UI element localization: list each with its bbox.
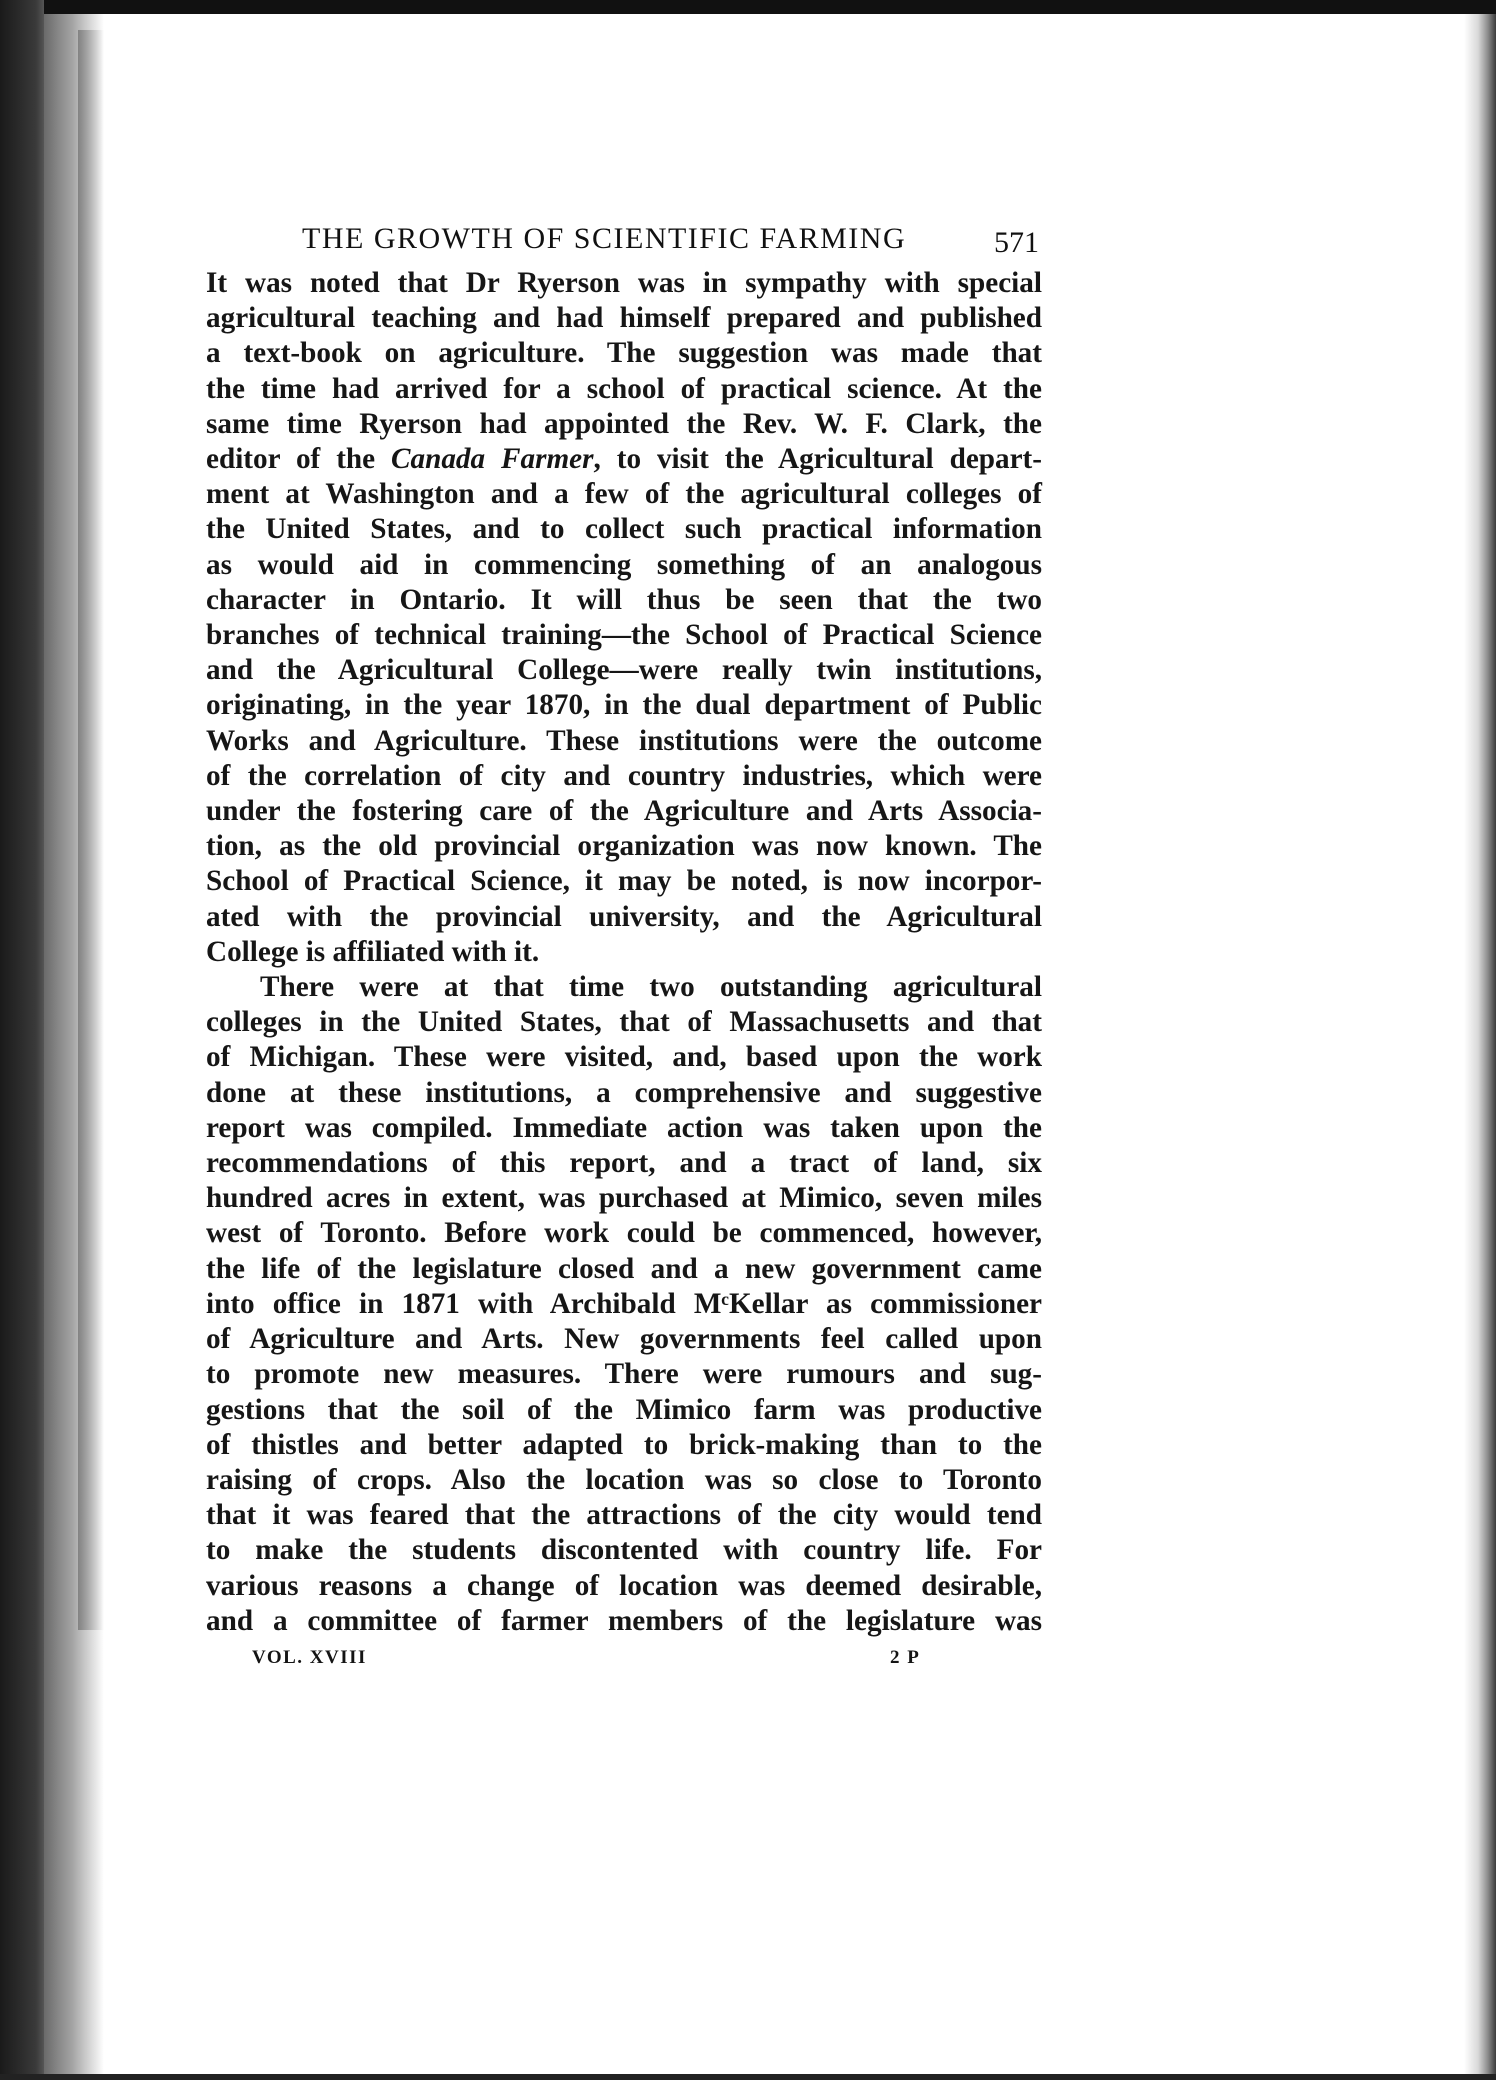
text-line: tion, as the old provincial organization was now known. The	[206, 830, 1042, 863]
text-line: ment at Washington and a few of the agricultural colleges of	[206, 478, 1042, 511]
text-line: done at these institutions, a comprehensive and suggestive	[206, 1076, 1042, 1109]
text-line: School of Practical Science, it may be noted, is now incorpor-	[206, 865, 1042, 898]
book-page	[206, 218, 1042, 1687]
text-line: agricultural teaching and had himself prepared and published	[206, 302, 1042, 335]
book-spine-shadow	[0, 0, 44, 2080]
scan-top-border	[0, 0, 1496, 14]
text-line: of Agriculture and Arts. New governments feel called upon	[206, 1323, 1042, 1356]
scan-bottom-border	[0, 2074, 1496, 2080]
text-line: recommendations of this report, and a tract of land, six	[206, 1147, 1042, 1180]
text-line: the life of the legislature closed and a new government came	[206, 1252, 1042, 1285]
running-head	[206, 218, 1042, 266]
text-line: as would aid in commencing something of an analogous	[206, 548, 1042, 581]
text-line: the United States, and to collect such practical information	[206, 513, 1042, 546]
page-footer	[206, 1647, 1042, 1687]
text-line: branches of technical training—the School of Practical Science	[206, 619, 1042, 652]
text-line: to promote new measures. There were rumours and sug-	[206, 1358, 1042, 1391]
text-line: colleges in the United States, that of Massachusetts and that	[206, 1006, 1042, 1039]
page-edge-shadow	[78, 30, 104, 1630]
text-line: of the correlation of city and country industries, which were	[206, 759, 1042, 792]
page-number: 571	[994, 226, 1039, 259]
signature-mark: 2 P	[890, 1646, 921, 1668]
text-line: that it was feared that the attractions of the city would tend	[206, 1499, 1042, 1532]
text-line: and the Agricultural College—were really twin institutions,	[206, 654, 1042, 687]
text-line: of thistles and better adapted to brick-making than to the	[206, 1428, 1042, 1461]
text-line: raising of crops. Also the location was so close to Toronto	[206, 1463, 1042, 1496]
text-line: into office in 1871 with Archibald MᶜKellar as commissioner	[206, 1287, 1042, 1320]
text-line: of Michigan. These were visited, and, based upon the work	[206, 1041, 1042, 1074]
text-line: character in Ontario. It will thus be seen that the two	[206, 583, 1042, 616]
text-line: Works and Agriculture. These institutions were the outcome	[206, 724, 1042, 757]
text-line: ated with the provincial university, and the Agricultural	[206, 900, 1042, 933]
page-right-edge	[1464, 14, 1496, 2080]
paragraph-2	[206, 970, 1042, 1639]
text-line: to make the students discontented with country life. For	[206, 1534, 1042, 1567]
text-line: hundred acres in extent, was purchased at Mimico, seven miles	[206, 1182, 1042, 1215]
text-line-with-italic-title: editor of the Canada Farmer, to visit the Agricultural depart-	[206, 443, 1042, 476]
text-line: and a committee of farmer members of the legislature was	[206, 1604, 1042, 1637]
running-title: THE GROWTH OF SCIENTIFIC FARMING	[302, 222, 907, 255]
text-line: College is affiliated with it.	[206, 935, 540, 968]
text-line: originating, in the year 1870, in the dual department of Public	[206, 689, 1042, 722]
text-line: There were at that time two outstanding agricultural	[260, 971, 1042, 1004]
italic-title: Canada Farmer	[391, 443, 594, 476]
text-line: various reasons a change of location was deemed desirable,	[206, 1569, 1042, 1602]
volume-mark: VOL. XVIII	[252, 1646, 367, 1668]
text-line: a text-book on agriculture. The suggestion was made that	[206, 337, 1042, 370]
text-line: under the fostering care of the Agriculture and Arts Associa-	[206, 795, 1042, 828]
text-line: It was noted that Dr Ryerson was in sympathy with special	[206, 267, 1042, 299]
text-line: west of Toronto. Before work could be commenced, however,	[206, 1217, 1042, 1250]
text-line: gestions that the soil of the Mimico farm was productive	[206, 1393, 1042, 1426]
paragraph-1	[206, 266, 1042, 970]
text-line: the time had arrived for a school of practical science. At the	[206, 372, 1042, 405]
text-line: report was compiled. Immediate action was taken upon the	[206, 1111, 1042, 1144]
text-line: same time Ryerson had appointed the Rev. W. F. Clark, the	[206, 407, 1042, 440]
